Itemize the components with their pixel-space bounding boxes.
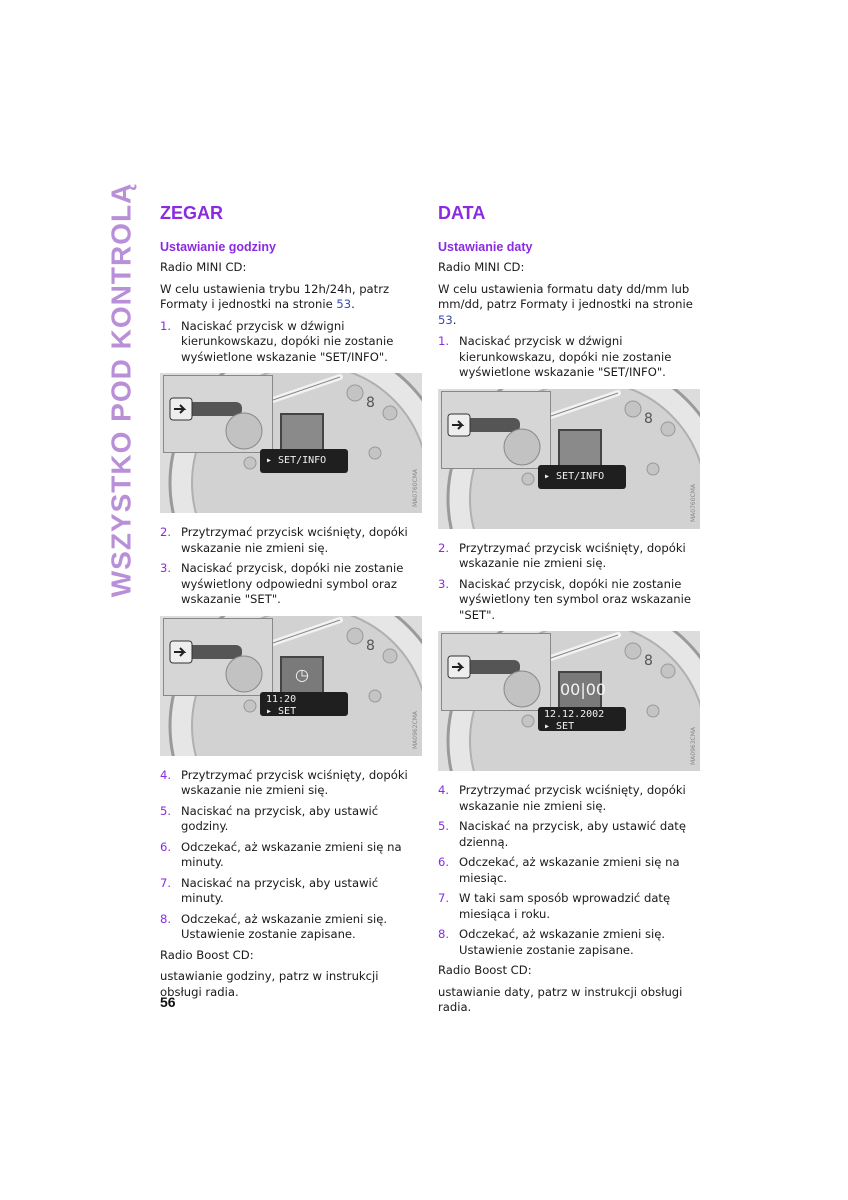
step-item bbox=[160, 912, 422, 943]
section-clock bbox=[160, 200, 422, 1006]
step-number: 4. bbox=[438, 783, 450, 797]
step-number: 7. bbox=[438, 891, 450, 905]
display-symbol-icon bbox=[560, 431, 600, 465]
step-number: 6. bbox=[160, 839, 172, 854]
steps-list-a bbox=[160, 319, 422, 366]
display-line-1: 11:20 bbox=[266, 693, 297, 705]
odometer-display bbox=[538, 707, 626, 731]
odometer-display bbox=[260, 449, 348, 473]
steps-list-a bbox=[438, 334, 700, 381]
odometer-display bbox=[260, 692, 348, 716]
step-item bbox=[160, 319, 422, 366]
info-display-window bbox=[280, 656, 324, 694]
info-display-window bbox=[558, 671, 607, 709]
step-text: Odczekać, aż wskazanie zmieni się. Ustawienie zostanie zapisane. bbox=[181, 911, 388, 941]
step-number: 1. bbox=[438, 334, 450, 348]
step-item bbox=[160, 768, 422, 799]
radio-boost-note: ustawianie daty, patrz w instrukcji obsługi radia. bbox=[438, 984, 683, 1014]
step-item bbox=[160, 561, 422, 608]
odometer-display bbox=[538, 465, 626, 489]
format-note bbox=[160, 282, 422, 313]
radio-label: Radio MINI CD: bbox=[438, 260, 525, 274]
step-number: 6. bbox=[438, 855, 450, 869]
step-text: Naciskać przycisk w dźwigni kierunkowskazu, dopóki nie zostanie wyświetlone wskazanie "SET/INFO". bbox=[459, 334, 672, 379]
display-line-1: ▸ SET/INFO bbox=[544, 470, 605, 482]
step-text: Naciskać przycisk, dopóki nie zostanie wyświetlony odpowiedni symbol oraz wskazanie "SET". bbox=[181, 561, 404, 606]
step-text: Odczekać, aż wskazanie zmieni się na miesiąc. bbox=[459, 855, 680, 885]
steps-list-c bbox=[160, 768, 422, 943]
step-number: 3. bbox=[160, 561, 172, 575]
display-line-2: ▸ SET bbox=[544, 721, 575, 732]
svg-text:8: 8 bbox=[366, 395, 375, 411]
figure-code: MA0963CMA bbox=[690, 726, 697, 765]
step-number: 1. bbox=[160, 318, 172, 333]
svg-text:8: 8 bbox=[644, 410, 653, 427]
step-number: 5. bbox=[160, 803, 172, 818]
steps-list-c bbox=[438, 783, 700, 958]
section-date bbox=[438, 200, 700, 1022]
step-item bbox=[160, 804, 422, 835]
step-text: Przytrzymać przycisk wciśnięty, dopóki wskazanie nie zmieni się. bbox=[459, 783, 686, 813]
instrument-illustration-2 bbox=[438, 631, 700, 771]
step-text: Naciskać przycisk w dźwigni kierunkowskazu, dopóki nie zostanie wyświetlone wskazanie "SET/INFO". bbox=[181, 318, 394, 364]
step-text: Naciskać na przycisk, aby ustawić datę dzienną. bbox=[459, 819, 686, 849]
step-text: Odczekać, aż wskazanie zmieni się. Ustawienie zostanie zapisane. bbox=[459, 927, 666, 957]
step-number: 7. bbox=[160, 875, 172, 890]
svg-text:8: 8 bbox=[644, 653, 653, 669]
turn-signal-lever-inset bbox=[163, 375, 273, 453]
display-symbol-icon bbox=[282, 415, 322, 449]
turn-signal-lever-inset bbox=[441, 391, 551, 469]
instrument-illustration-1 bbox=[438, 389, 700, 529]
step-item bbox=[438, 577, 700, 624]
step-item bbox=[438, 927, 700, 958]
radio-boost-label: Radio Boost CD: bbox=[438, 963, 532, 977]
svg-text:8: 8 bbox=[366, 637, 375, 654]
info-display-window bbox=[558, 429, 602, 467]
format-note-end: . bbox=[351, 297, 355, 311]
chapter-side-tab bbox=[92, 182, 150, 598]
figure-code: MA0760CMA bbox=[690, 484, 697, 523]
format-note-end: . bbox=[452, 312, 457, 327]
step-number: 2. bbox=[438, 540, 450, 555]
step-text: Naciskać przycisk, dopóki nie zostanie wyświetlony ten symbol oraz wskazanie "SET". bbox=[459, 576, 692, 622]
figure-code: MA0760CMA bbox=[412, 468, 419, 507]
step-text: Naciskać na przycisk, aby ustawić godziny. bbox=[181, 803, 379, 833]
step-item bbox=[438, 855, 700, 886]
steps-list-b bbox=[160, 525, 422, 608]
step-item bbox=[160, 876, 422, 907]
step-number: 8. bbox=[438, 927, 450, 941]
step-text: Przytrzymać przycisk wciśnięty, dopóki wskazanie nie zmieni się. bbox=[459, 540, 686, 570]
step-text: W taki sam sposób wprowadzić datę miesiąca i roku. bbox=[459, 891, 671, 921]
step-text: Naciskać na przycisk, aby ustawić minuty. bbox=[181, 875, 379, 905]
format-note-text: W celu ustawienia trybu 12h/24h, patrz Formaty i jednostki na stronie bbox=[160, 281, 390, 311]
page-link[interactable]: 53 bbox=[336, 297, 352, 311]
step-number: 3. bbox=[438, 576, 450, 591]
figure-code: MA0962CMA bbox=[412, 711, 419, 750]
radio-boost-note: ustawianie godziny, patrz w instrukcji obsługi radia. bbox=[160, 969, 379, 999]
step-number: 2. bbox=[160, 525, 172, 539]
step-item bbox=[160, 525, 422, 556]
turn-signal-lever-inset bbox=[441, 633, 551, 711]
steps-list-b bbox=[438, 541, 700, 624]
instrument-illustration-1 bbox=[160, 373, 422, 513]
format-note-text: W celu ustawienia formatu daty dd/mm lub mm/dd, patrz Formaty i jednostki na stronie bbox=[438, 281, 693, 311]
page-link[interactable]: 53 bbox=[438, 312, 453, 327]
format-note bbox=[438, 282, 700, 329]
step-text: Odczekać, aż wskazanie zmieni się na minuty. bbox=[181, 839, 402, 869]
turn-signal-lever-inset bbox=[163, 618, 273, 696]
step-text: Przytrzymać przycisk wciśnięty, dopóki wskazanie nie zmieni się. bbox=[181, 525, 408, 555]
display-symbol-icon: ◷ bbox=[295, 664, 309, 684]
step-item bbox=[438, 334, 700, 381]
section-subtitle: Ustawianie godziny bbox=[160, 240, 276, 254]
step-item bbox=[438, 891, 700, 922]
step-item bbox=[438, 783, 700, 814]
step-text: Przytrzymać przycisk wciśnięty, dopóki wskazanie nie zmieni się. bbox=[181, 767, 408, 797]
section-title: ZEGAR bbox=[160, 203, 223, 223]
radio-label: Radio MINI CD: bbox=[160, 260, 247, 274]
display-line-1: 12.12.2002 bbox=[544, 709, 605, 720]
step-item bbox=[438, 541, 700, 572]
display-line-2: ▸ SET bbox=[266, 705, 297, 717]
step-number: 5. bbox=[438, 819, 450, 833]
page-number: 56 bbox=[160, 994, 176, 1010]
instrument-illustration-2 bbox=[160, 616, 422, 756]
step-item bbox=[160, 840, 422, 871]
chapter-title: WSZYSTKO POD KONTROLĄ bbox=[105, 182, 137, 598]
step-item bbox=[438, 819, 700, 850]
step-number: 4. bbox=[160, 767, 172, 782]
info-display-window bbox=[280, 413, 324, 451]
display-symbol-icon: 00|00 bbox=[560, 680, 607, 699]
section-title: DATA bbox=[438, 203, 486, 223]
display-line-1: ▸ SET/INFO bbox=[266, 455, 327, 466]
step-number: 8. bbox=[160, 911, 172, 926]
section-subtitle: Ustawianie daty bbox=[438, 240, 533, 254]
radio-boost-label: Radio Boost CD: bbox=[160, 947, 254, 962]
